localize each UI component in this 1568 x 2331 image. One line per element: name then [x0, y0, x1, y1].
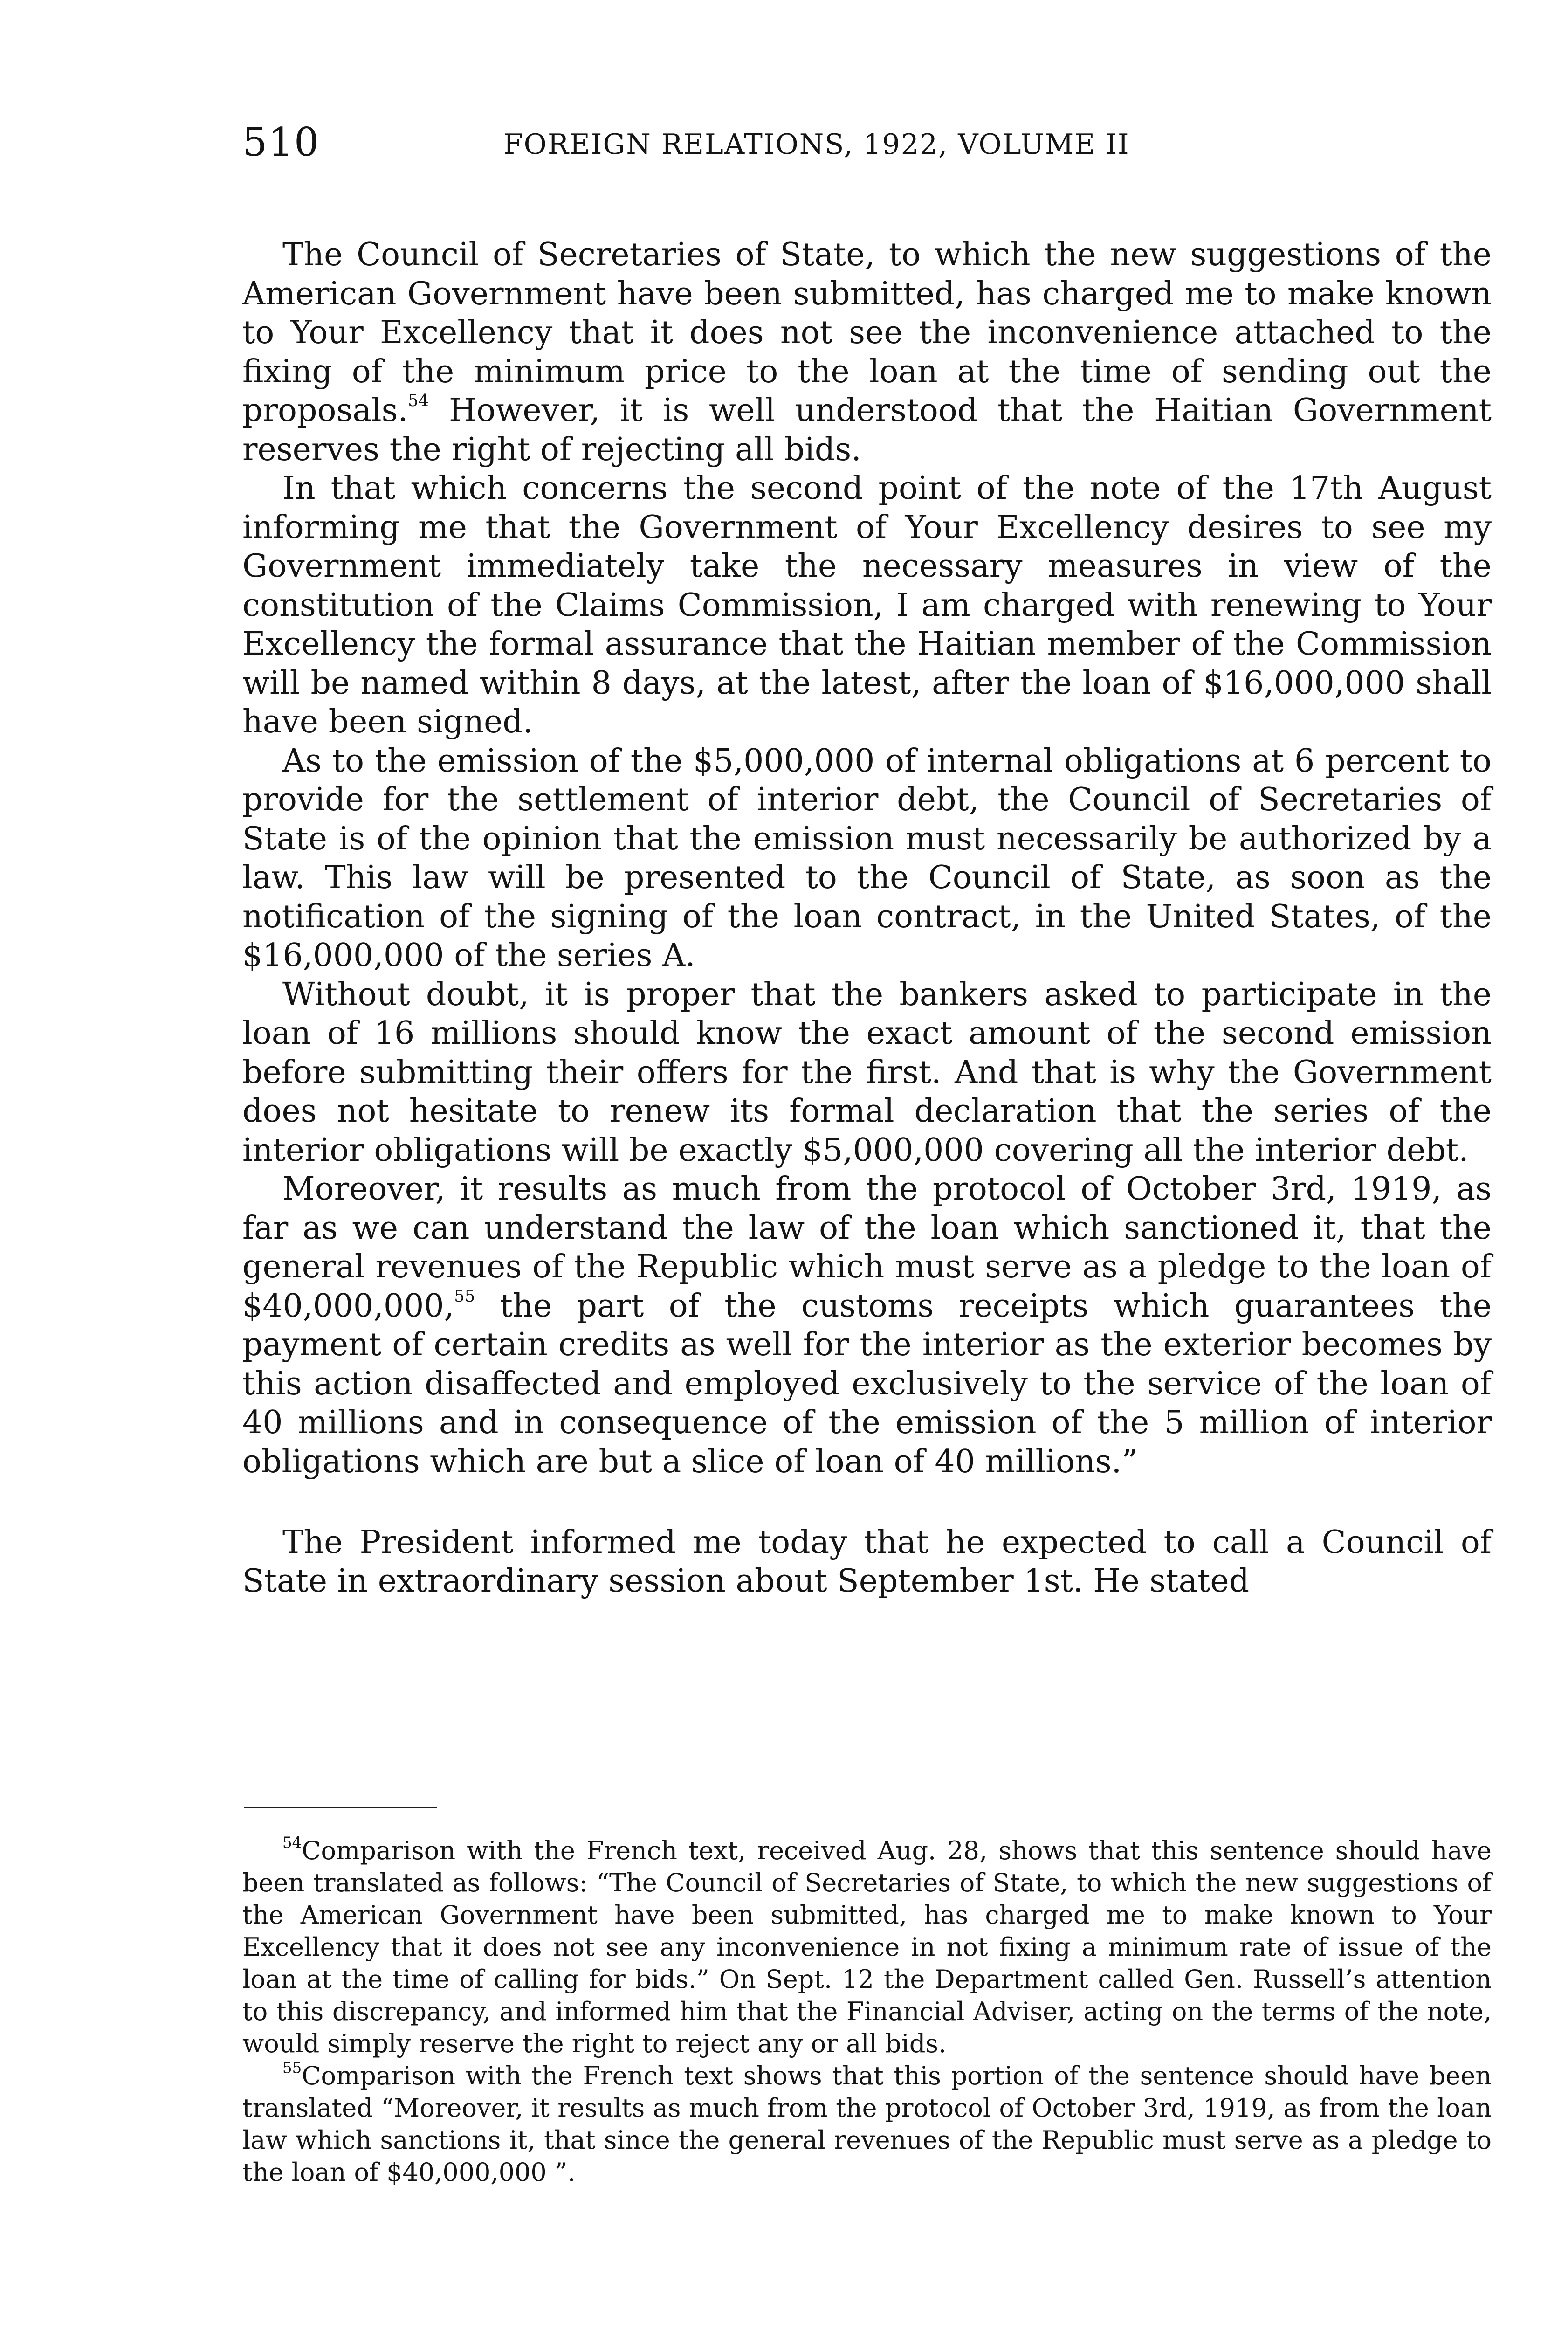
- paragraph-text: Moreover, it results as much from the protocol of October 3rd, 1919, as far as we can understand the law of the loan which sanctioned it, that the general revenues of the Republic which must serve as a pledge to the loan of $40,000,000,: [242, 1171, 1492, 1324]
- footnote-ref-55: 55: [454, 1286, 475, 1306]
- running-head: FOREIGN RELATIONS, 1922, VOLUME II: [503, 128, 1130, 161]
- page-header: [242, 117, 1501, 168]
- paragraph-president: The President informed me today that he expected to call a Council of State in extraordinary session about September 1st. He stated: [242, 1524, 1492, 1600]
- footnote-marker: 55: [282, 2059, 302, 2077]
- paragraph-protocol: [242, 1170, 1492, 1481]
- footnote-text: Comparison with the French text, received Aug. 28, shows that this sentence should have been translated as follows: “The Council of Secretaries of State, to which the new suggestions of the American Government have been submitted, has charged me to make known to Your Excellency that it does not see any inconvenience in not fixing a minimum rate of issue of the loan at the time of calling for bids.” On Sept. 12 the Department called Gen. Russell’s attention to this discrepancy, and informed him that the Financial Adviser, acting on the terms of the note, would simply reserve the right to reject any or all bids.: [242, 1836, 1492, 2058]
- paragraph-text: The Council of Secretaries of State, to which the new suggestions of the American Government have been submitted, has charged me to make known to Your Excellency that it does not see the inconvenience attached to the fixing of the minimum price to the loan at the time of sending out the proposals.: [242, 236, 1492, 429]
- footnote-55: [242, 2060, 1492, 2188]
- page-number: 510: [242, 119, 320, 165]
- paragraph-internal-obligations: As to the emission of the $5,000,000 of internal obligations at 6 percent to provide for the settlement of interior debt, the Council of Secretaries of State is of the opinion that the emission must necessarily be authorized by a law. This law will be presented to the Council of State, as soon as the notification of the signing of the loan contract, in the United States, of the $16,000,000 of the series A.: [242, 742, 1492, 974]
- footnote-divider: [244, 1807, 437, 1808]
- paragraph-text: the part of the customs receipts which guarantees the payment of certain credits as well for the interior as the exterior becomes by this action disaffected and employed exclusively to the service of the loan of 40 millions and in consequence of the emission of the 5 million of interior obligations which are but a slice of loan of 40 millions.”: [242, 1287, 1492, 1480]
- footnote-marker: 54: [282, 1834, 302, 1852]
- footnotes: [242, 1834, 1492, 2188]
- footnote-54: [242, 1834, 1492, 2060]
- paragraph-claims-commission: In that which concerns the second point of the note of the 17th August informing me that the Government of Your Excellency desires to see my Government immediately take the necessary measures in view of the constitution of the Claims Commission, I am charged with renewing to Your Excellency the formal assurance that the Haitian member of the Commission will be named within 8 days, at the latest, after the loan of $16,000,000 shall have been signed.: [242, 470, 1492, 740]
- paragraph-council-of-secretaries: [242, 235, 1492, 469]
- footnote-ref-54: 54: [408, 391, 429, 411]
- paragraph-bankers: Without doubt, it is proper that the bankers asked to participate in the loan of 16 millions should know the exact amount of the second emission before submitting their offers for the first. And that is why the Government does not hesitate to renew its formal declaration that the series of the interior obligations will be exactly $5,000,000 covering all the interior debt.: [242, 976, 1492, 1169]
- main-text: [242, 235, 1492, 1600]
- paragraph-text: However, it is well understood that the Haitian Government reserves the right of rejecting all bids.: [242, 392, 1492, 468]
- footnote-text: Comparison with the French text shows that this portion of the sentence should have been translated “Moreover, it results as much from the protocol of October 3rd, 1919, as from the loan law which sanctions it, that since the general revenues of the Republic must serve as a pledge to the loan of $40,000,000 ”.: [242, 2061, 1492, 2187]
